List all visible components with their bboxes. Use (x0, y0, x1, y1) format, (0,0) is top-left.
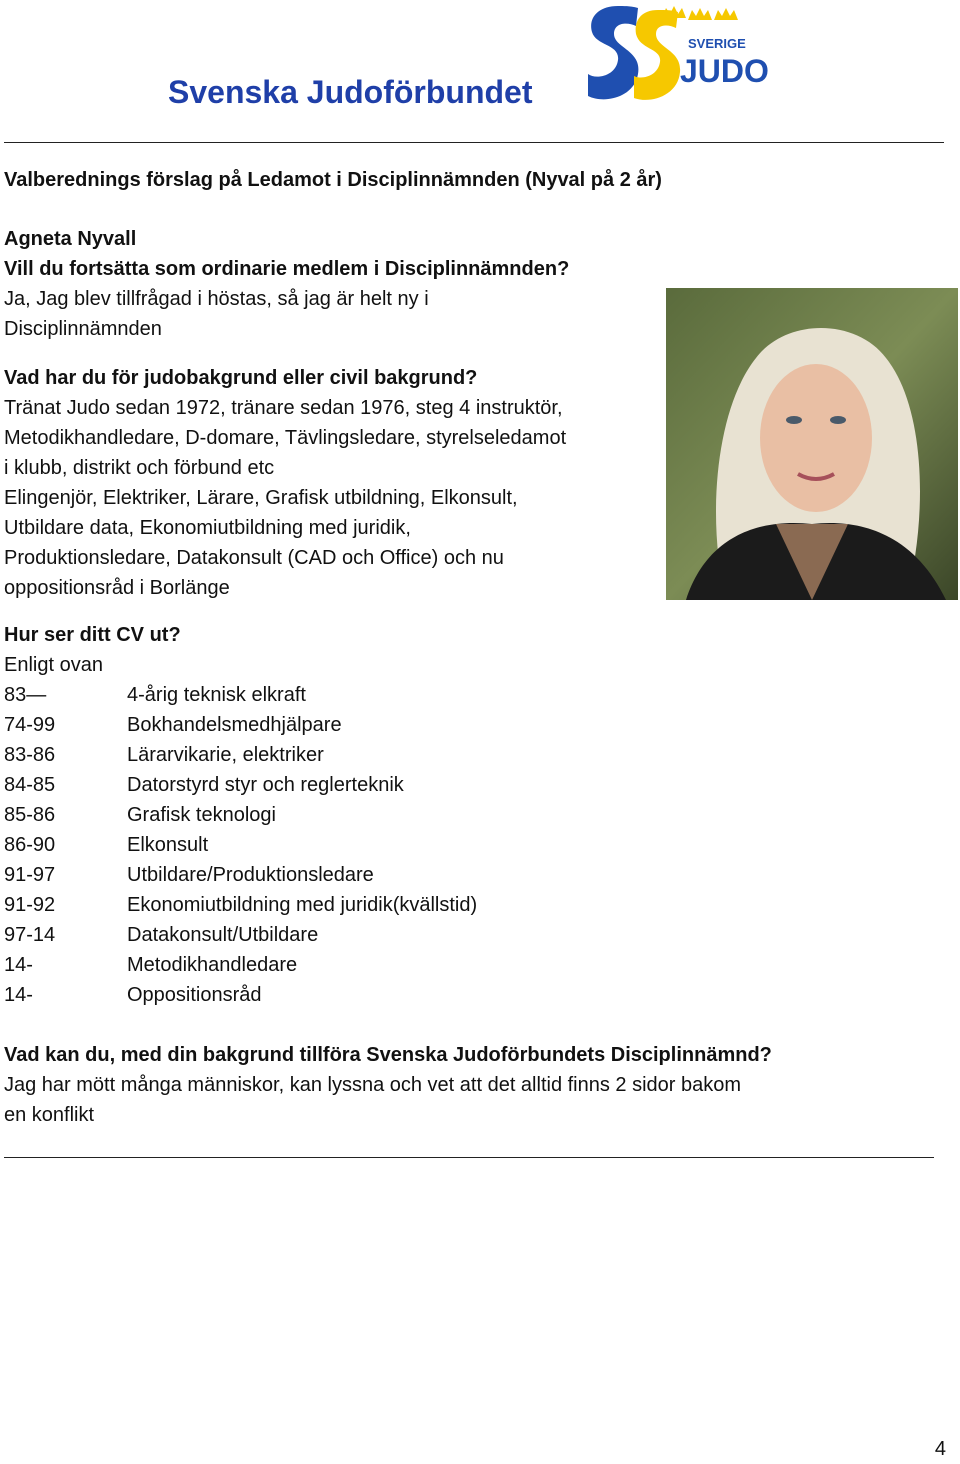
section-heading: Valberednings förslag på Ledamot i Disciplinnämnden (Nyval på 2 år) (4, 169, 662, 191)
answer-4-line: Jag har mött många människor, kan lyssna och vet att det alltid finns 2 sidor bakom (4, 1074, 742, 1096)
cv-row (4, 860, 374, 890)
cv-role: Elkonsult (127, 834, 209, 856)
cv-role: Oppositionsråd (127, 984, 262, 1006)
cv-years: 14- (4, 984, 33, 1006)
answer-2-line: i klubb, distrikt och förbund etc (4, 457, 275, 479)
answer-1-line: Ja, Jag blev tillfrågad i höstas, så jag är helt ny i (4, 288, 429, 310)
cv-row (4, 770, 404, 800)
cv-role: Grafisk teknologi (127, 804, 276, 826)
cv-years: 91-97 (4, 864, 56, 886)
cv-years: 83— (4, 684, 47, 706)
answer-2-line: oppositionsråd i Borlänge (4, 577, 230, 599)
header-divider (4, 142, 944, 143)
question-1: Vill du fortsätta som ordinarie medlem i Disciplinnämnden? (4, 258, 570, 280)
logo-text-top: SVERIGE (688, 36, 746, 51)
cv-row (4, 950, 297, 980)
candidate-name: Agneta Nyvall (4, 228, 137, 250)
cv-row (4, 980, 262, 1010)
cv-years: 85-86 (4, 804, 56, 826)
answer-2-line: Tränat Judo sedan 1972, tränare sedan 1976, steg 4 instruktör, (4, 397, 563, 419)
cv-role: Ekonomiutbildning med juridik(kvällstid) (127, 894, 478, 916)
logo-graphic (584, 0, 769, 110)
cv-years: 91-92 (4, 894, 56, 916)
cv-row (4, 830, 208, 860)
cv-row (4, 680, 306, 710)
cv-role: Datakonsult/Utbildare (127, 924, 319, 946)
cv-row (4, 800, 276, 830)
cv-years: 97-14 (4, 924, 56, 946)
answer-4-line: en konflikt (4, 1104, 95, 1126)
cv-role: Bokhandelsmedhjälpare (127, 714, 342, 736)
cv-row (4, 710, 342, 740)
cv-role: Lärarvikarie, elektriker (127, 744, 324, 766)
answer-2-line: Produktionsledare, Datakonsult (CAD och Office) och nu (4, 547, 504, 569)
question-2: Vad har du för judobakgrund eller civil bakgrund? (4, 367, 478, 389)
cv-years: 14- (4, 954, 33, 976)
cv-years: 86-90 (4, 834, 56, 856)
cv-row (4, 920, 318, 950)
cv-years: 74-99 (4, 714, 56, 736)
portrait-photo (666, 288, 958, 600)
cv-role: Utbildare/Produktionsledare (127, 864, 374, 886)
cv-role: 4-årig teknisk elkraft (127, 684, 306, 706)
footer-divider (4, 1157, 934, 1158)
sverige-judo-logo (584, 0, 769, 110)
cv-row (4, 890, 477, 920)
cv-years: 83-86 (4, 744, 56, 766)
answer-2-line: Utbildare data, Ekonomiutbildning med juridik, (4, 517, 411, 539)
answer-1-line: Disciplinnämnden (4, 318, 162, 340)
question-3: Hur ser ditt CV ut? (4, 624, 181, 646)
cv-role: Metodikhandledare (127, 954, 298, 976)
cv-years: 84-85 (4, 774, 56, 796)
question-4: Vad kan du, med din bakgrund tillföra Svenska Judoförbundets Disciplinnämnd? (4, 1044, 772, 1066)
cv-row (4, 740, 324, 770)
logo-text-bottom: JUDO (680, 53, 769, 89)
answer-2-line: Elingenjör, Elektriker, Lärare, Grafisk utbildning, Elkonsult, (4, 487, 518, 509)
cv-role: Datorstyrd styr och reglerteknik (127, 774, 404, 796)
answer-3-intro: Enligt ovan (4, 654, 103, 676)
page-number: 4 (934, 1438, 946, 1460)
org-name: Svenska Judoförbundet (168, 74, 533, 110)
answer-2-line: Metodikhandledare, D-domare, Tävlingsledare, styrelseledamot (4, 427, 567, 449)
